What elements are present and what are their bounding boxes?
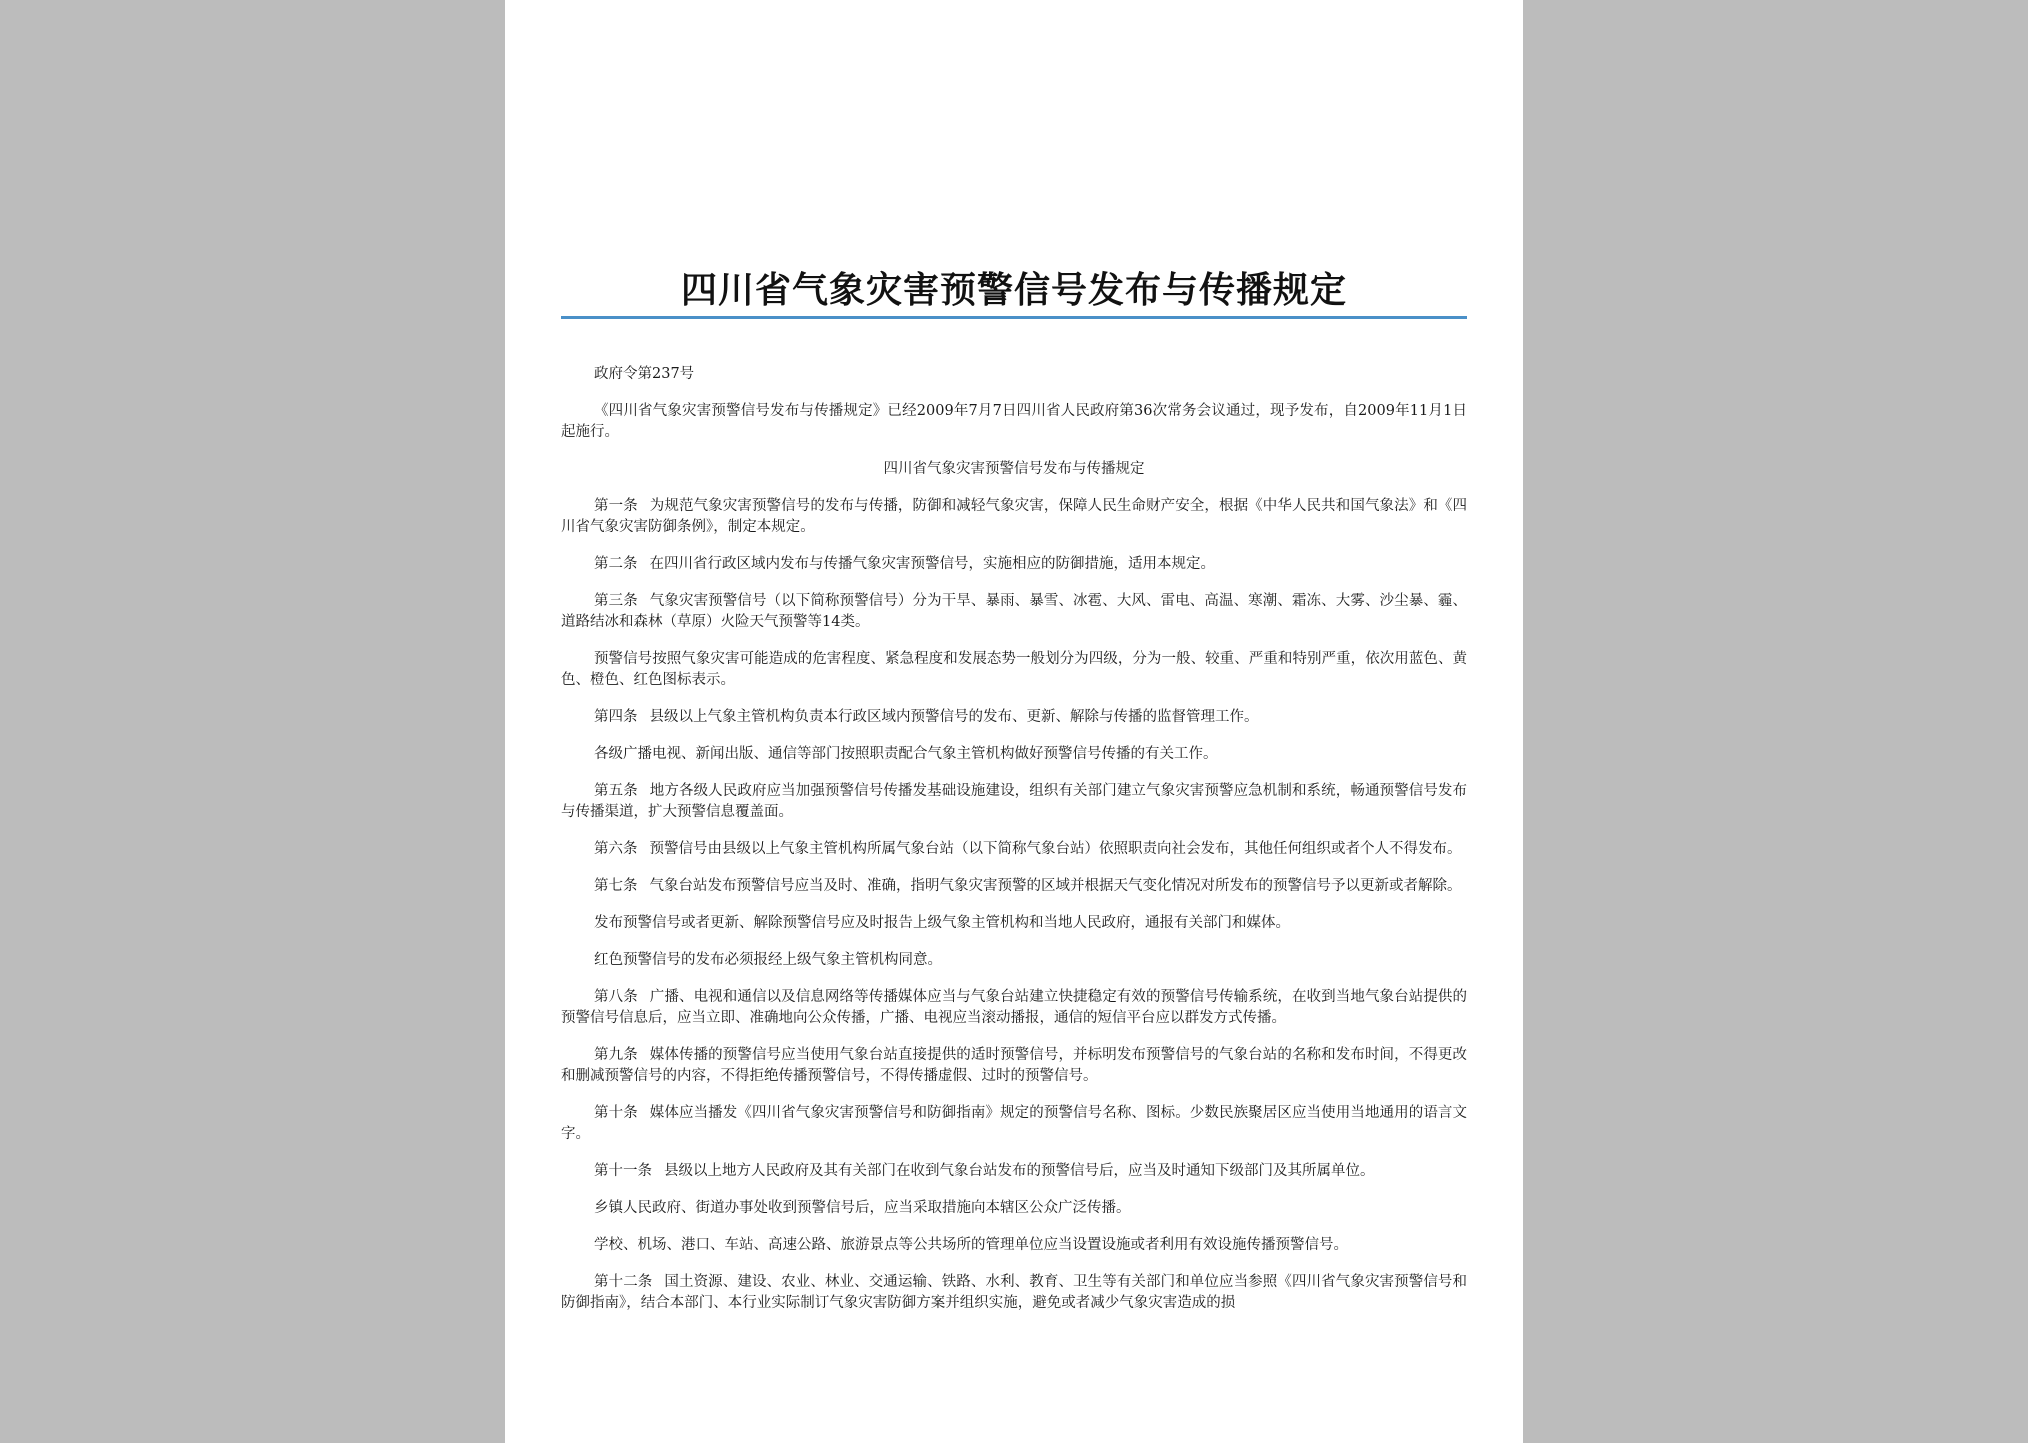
article-paragraph [561, 496, 1467, 538]
article-text: 为规范气象灾害预警信号的发布与传播，防御和减轻气象灾害，保障人民生命财产安全，根据《中华人民共和国气象法》和《四川省气象灾害防御条例》，制定本规定。 [561, 498, 1468, 535]
article-number: 第七条 [594, 878, 638, 894]
article-paragraph [561, 781, 1467, 823]
document-page [505, 0, 1523, 1443]
article-text: 媒体应当播发《四川省气象灾害预警信号和防御指南》规定的预警信号名称、图标。少数民族聚居区应当使用当地通用的语言文字。 [561, 1105, 1468, 1142]
article-paragraph [561, 1045, 1467, 1087]
article-paragraph [561, 1272, 1467, 1314]
article-paragraph [561, 554, 1467, 575]
article-paragraph [561, 1103, 1467, 1145]
article-text: 学校、机场、港口、车站、高速公路、旅游景点等公共场所的管理单位应当设置设施或者利用有效设施传播预警信号。 [594, 1237, 1348, 1253]
article-text: 地方各级人民政府应当加强预警信号传播发基础设施建设，组织有关部门建立气象灾害预警应急机制和系统，畅通预警信号发布与传播渠道，扩大预警信息覆盖面。 [561, 783, 1468, 820]
article-text: 预警信号由县级以上气象主管机构所属气象台站（以下简称气象台站）依照职责向社会发布，其他任何组织或者个人不得发布。 [649, 841, 1462, 857]
article-text: 气象灾害预警信号（以下简称预警信号）分为干旱、暴雨、暴雪、冰雹、大风、雷电、高温、寒潮、霜冻、大雾、沙尘暴、霾、道路结冰和森林（草原）火险天气预警等14类。 [561, 593, 1468, 630]
articles-list [561, 496, 1467, 1314]
document-subtitle: 四川省气象灾害预警信号发布与传播规定 [883, 461, 1145, 477]
intro-paragraph: 《四川省气象灾害预警信号发布与传播规定》已经2009年7月7日四川省人民政府第36次常务会议通过，现予发布，自2009年11月1日起施行。 [561, 403, 1467, 440]
article-text: 县级以上气象主管机构负责本行政区域内预警信号的发布、更新、解除与传播的监督管理工作。 [649, 709, 1259, 725]
article-text: 县级以上地方人民政府及其有关部门在收到气象台站发布的预警信号后，应当及时通知下级部门及其所属单位。 [664, 1163, 1375, 1179]
article-text: 红色预警信号的发布必须报经上级气象主管机构同意。 [594, 952, 942, 968]
article-number: 第十二条 [594, 1274, 653, 1290]
article-text: 发布预警信号或者更新、解除预警信号应及时报告上级气象主管机构和当地人民政府，通报有关部门和媒体。 [594, 915, 1290, 931]
order-number: 政府令第237号 [594, 366, 695, 382]
title-underline [561, 316, 1467, 319]
article-text: 乡镇人民政府、街道办事处收到预警信号后，应当采取措施向本辖区公众广泛传播。 [594, 1200, 1131, 1216]
article-number: 第一条 [594, 498, 638, 514]
article-number: 第二条 [594, 556, 638, 572]
article-paragraph [561, 707, 1467, 728]
article-number: 第三条 [594, 593, 638, 609]
article-paragraph [561, 649, 1467, 691]
article-paragraph [561, 1161, 1467, 1182]
article-text: 广播、电视和通信以及信息网络等传播媒体应当与气象台站建立快捷稳定有效的预警信号传输系统，在收到当地气象台站提供的预警信号信息后，应当立即、准确地向公众传播，广播、电视应当滚动播报，通信的短信平台应以群发方式传播。 [561, 989, 1468, 1026]
article-paragraph [561, 744, 1467, 765]
article-number: 第九条 [594, 1047, 638, 1063]
article-text: 气象台站发布预警信号应当及时、准确，指明气象灾害预警的区域并根据天气变化情况对所发布的预警信号予以更新或者解除。 [649, 878, 1462, 894]
article-paragraph [561, 876, 1467, 897]
article-text: 国土资源、建设、农业、林业、交通运输、铁路、水利、教育、卫生等有关部门和单位应当参照《四川省气象灾害预警信号和防御指南》，结合本部门、本行业实际制订气象灾害防御方案并组织实施，避免或者减少气象灾害造成的损 [561, 1274, 1468, 1311]
article-text: 在四川省行政区域内发布与传播气象灾害预警信号，实施相应的防御措施，适用本规定。 [649, 556, 1215, 572]
article-number: 第四条 [594, 709, 638, 725]
article-number: 第六条 [594, 841, 638, 857]
article-text: 媒体传播的预警信号应当使用气象台站直接提供的适时预警信号，并标明发布预警信号的气象台站的名称和发布时间，不得更改和删减预警信号的内容，不得拒绝传播预警信号，不得传播虚假、过时的预警信号。 [561, 1047, 1468, 1084]
article-number: 第五条 [594, 783, 638, 799]
article-paragraph [561, 913, 1467, 934]
article-paragraph [561, 1235, 1467, 1256]
article-paragraph [561, 987, 1467, 1029]
article-number: 第八条 [594, 989, 638, 1005]
article-text: 各级广播电视、新闻出版、通信等部门按照职责配合气象主管机构做好预警信号传播的有关工作。 [594, 746, 1218, 762]
article-paragraph [561, 950, 1467, 971]
article-paragraph [561, 591, 1467, 633]
document-body [561, 364, 1467, 1330]
article-number: 第十一条 [594, 1163, 652, 1179]
article-text: 预警信号按照气象灾害可能造成的危害程度、紧急程度和发展态势一般划分为四级，分为一般、较重、严重和特别严重，依次用蓝色、黄色、橙色、红色图标表示。 [561, 651, 1467, 688]
article-paragraph [561, 839, 1467, 860]
document-title: 四川省气象灾害预警信号发布与传播规定 [680, 270, 1347, 311]
article-number: 第十条 [594, 1105, 638, 1121]
article-paragraph [561, 1198, 1467, 1219]
